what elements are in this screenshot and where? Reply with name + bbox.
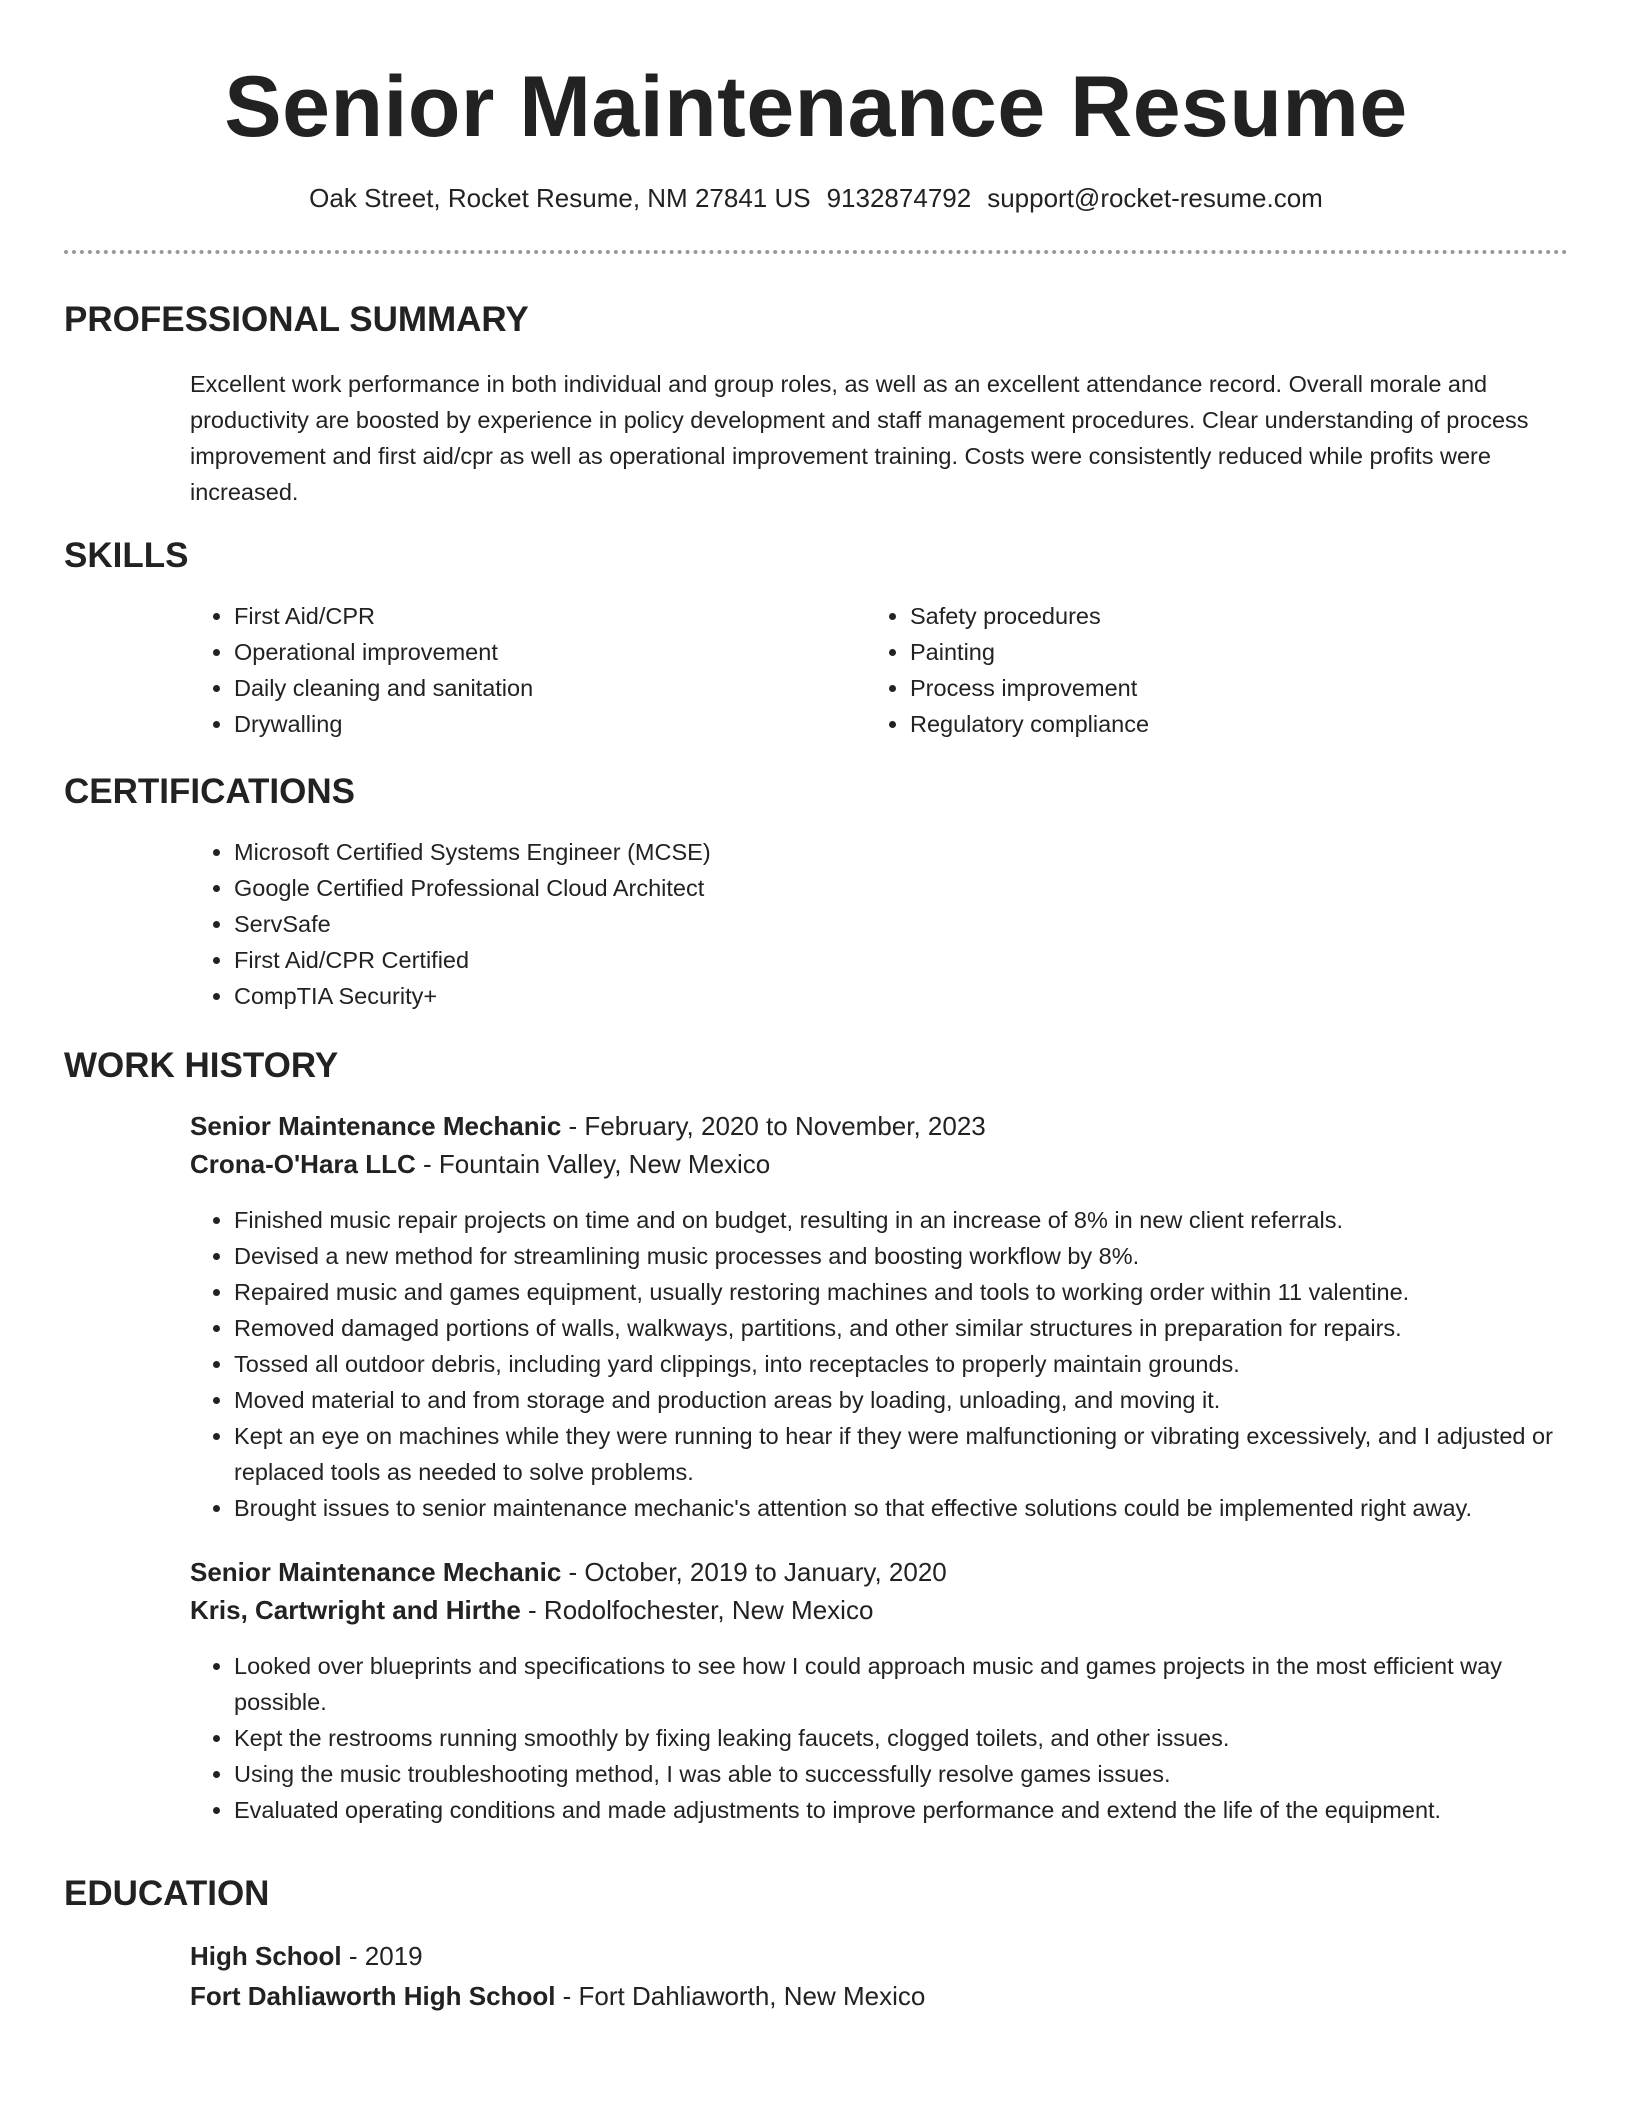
education-heading: EDUCATION [64, 1874, 270, 1913]
contact-email[interactable]: support@rocket-resume.com [987, 183, 1323, 213]
job-company-line [190, 1592, 873, 1628]
education-location: - Fort Dahliaworth, New Mexico [555, 1981, 926, 2011]
certification-item: • Microsoft Certified Systems Engineer (MCSE) [234, 834, 1590, 870]
job-title-line [190, 1108, 986, 1144]
certification-item: • First Aid/CPR Certified [234, 942, 1590, 978]
job-bullet: • Removed damaged portions of walls, walkways, partitions, and other similar structures in preparation for repairs. [234, 1310, 1582, 1346]
job-location: - Fountain Valley, New Mexico [415, 1149, 771, 1179]
job-title: Senior Maintenance Mechanic [190, 1557, 562, 1587]
skill-item: • Daily cleaning and sanitation [234, 670, 830, 706]
job-bullet: • Kept an eye on machines while they were running to hear if they were malfunctioning or vibrating excessively, and I adjusted or replaced tools as needed to solve problems. [234, 1418, 1582, 1490]
job-dates: - February, 2020 to November, 2023 [561, 1111, 986, 1141]
contact-line [0, 180, 1632, 216]
contact-address: Oak Street, Rocket Resume, NM 27841 US [309, 183, 811, 213]
certification-item: • ServSafe [234, 906, 1590, 942]
education-school-line [190, 1978, 925, 2014]
job-company-line [190, 1146, 770, 1182]
job-title-line [190, 1554, 947, 1590]
certification-item: • Google Certified Professional Cloud Architect [234, 870, 1590, 906]
summary-text: Excellent work performance in both individual and group roles, as well as an excellent attendance record. Overall morale and productivity are boosted by experience in policy development and staff management procedures. Clear understanding of process improvement and first aid/cpr as well as operational improvement training. Costs were consistently reduced while profits were increased. [190, 371, 1529, 505]
job-bullet: • Devised a new method for streamlining music processes and boosting workflow by 8%. [234, 1238, 1582, 1274]
job-bullet: • Tossed all outdoor debris, including yard clippings, into receptacles to properly maintain grounds. [234, 1346, 1582, 1382]
skill-item: • Drywalling [234, 706, 830, 742]
education-degree-line [190, 1938, 423, 1974]
skills-list-left [190, 598, 830, 742]
skill-item: • First Aid/CPR [234, 598, 830, 634]
job-bullet: • Finished music repair projects on time and on budget, resulting in an increase of 8% in new client referrals. [234, 1202, 1582, 1238]
education-school: Fort Dahliaworth High School [190, 1981, 556, 2011]
job-bullet: • Repaired music and games equipment, usually restoring machines and tools to working order within 11 valentine. [234, 1274, 1582, 1310]
education-degree: High School [190, 1941, 342, 1971]
job-dates: - October, 2019 to January, 2020 [561, 1557, 947, 1587]
job-bullets [190, 1648, 1582, 1828]
job-title: Senior Maintenance Mechanic [190, 1111, 562, 1141]
skill-item: • Painting [910, 634, 1506, 670]
summary-heading: PROFESSIONAL SUMMARY [64, 300, 529, 339]
education-year: - 2019 [341, 1941, 423, 1971]
resume-title: Senior Maintenance Resume [224, 59, 1408, 155]
job-company: Kris, Cartwright and Hirthe [190, 1595, 521, 1625]
job-bullets [190, 1202, 1582, 1526]
contact-phone: 9132874792 [826, 183, 972, 213]
certifications-list [190, 834, 1590, 1014]
job-bullet: • Looked over blueprints and specifications to see how I could approach music and games projects in the most efficient way possible. [234, 1648, 1582, 1720]
header-divider [64, 250, 1568, 254]
job-bullet: • Moved material to and from storage and production areas by loading, unloading, and moving it. [234, 1382, 1582, 1418]
certifications-heading: CERTIFICATIONS [64, 772, 356, 811]
skill-item: • Operational improvement [234, 634, 830, 670]
work-history-heading: WORK HISTORY [64, 1046, 339, 1085]
job-bullet: • Using the music troubleshooting method, I was able to successfully resolve games issues. [234, 1756, 1582, 1792]
certification-item: • CompTIA Security+ [234, 978, 1590, 1014]
skills-list-right [866, 598, 1506, 742]
skill-item: • Safety procedures [910, 598, 1506, 634]
job-bullet: • Brought issues to senior maintenance mechanic's attention so that effective solutions could be implemented right away. [234, 1490, 1582, 1526]
skill-item: • Regulatory compliance [910, 706, 1506, 742]
job-bullet: • Evaluated operating conditions and made adjustments to improve performance and extend the life of the equipment. [234, 1792, 1582, 1828]
skills-heading: SKILLS [64, 536, 189, 575]
job-bullet: • Kept the restrooms running smoothly by fixing leaking faucets, clogged toilets, and other issues. [234, 1720, 1582, 1756]
job-company: Crona-O'Hara LLC [190, 1149, 416, 1179]
skill-item: • Process improvement [910, 670, 1506, 706]
job-location: - Rodolfochester, New Mexico [520, 1595, 874, 1625]
